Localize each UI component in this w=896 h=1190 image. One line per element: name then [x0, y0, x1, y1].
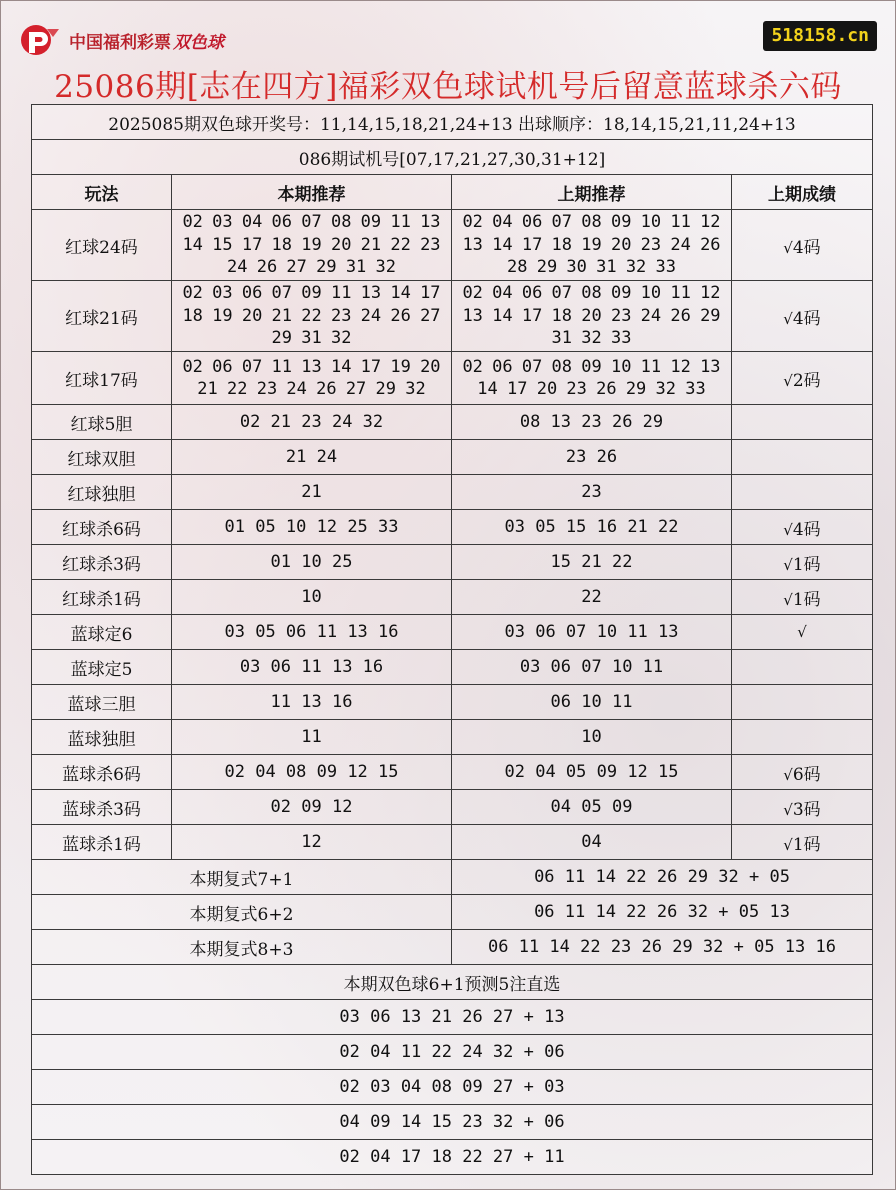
number-line: 29 31 32 [271, 328, 352, 349]
number-line: 24 26 27 29 31 32 [227, 257, 396, 278]
table-row [32, 720, 873, 755]
fushi-row [32, 860, 873, 895]
result-cell [732, 825, 873, 860]
result-cell [732, 755, 873, 790]
table-row [32, 352, 873, 405]
number-line: 02 04 06 07 08 09 10 11 12 [462, 212, 721, 233]
pick-row [32, 1070, 873, 1105]
result-text: 2码 [792, 370, 821, 391]
draw-info: 2025085期双色球开奖号：11,14,15,18,21,24+13 出球顺序：18,14,15,21,11,24+13 [32, 105, 873, 140]
result-text: 1码 [792, 834, 821, 855]
previous-numbers: 04 05 09 [452, 790, 732, 825]
test-number-info: 086期试机号[07,17,21,27,30,31+12] [32, 140, 873, 175]
current-numbers: 21 24 [172, 440, 452, 475]
result-cell [732, 615, 873, 650]
result-cell [732, 720, 873, 755]
method-label: 红球双胆 [32, 440, 172, 475]
picks-title-row [32, 965, 873, 1000]
method-label: 红球独胆 [32, 475, 172, 510]
result-text: 6码 [792, 764, 821, 785]
current-numbers: 02 04 08 09 12 15 [172, 755, 452, 790]
current-numbers: 21 [172, 475, 452, 510]
pick-numbers: 02 04 17 18 22 27 + 11 [32, 1140, 873, 1175]
table-row [32, 281, 873, 352]
number-line: 02 06 07 11 13 14 17 19 20 [182, 356, 441, 377]
prediction-table [31, 104, 873, 1175]
table-row [32, 790, 873, 825]
previous-numbers: 08 13 23 26 29 [452, 405, 732, 440]
number-line: 13 14 17 18 20 23 24 26 29 [462, 305, 721, 326]
pick-row [32, 1000, 873, 1035]
column-header-result: 上期成绩 [732, 175, 873, 210]
method-label: 蓝球定6 [32, 615, 172, 650]
site-badge: 518158.cn [763, 21, 877, 51]
previous-numbers: 03 06 07 10 11 13 [452, 615, 732, 650]
current-numbers: 01 10 25 [172, 545, 452, 580]
previous-numbers: 10 [452, 720, 732, 755]
number-line: 31 32 33 [551, 328, 632, 349]
page-title: 25086期[志在四方]福彩双色球试机号后留意蓝球杀六码 [54, 69, 842, 105]
picks-title: 本期双色球6+1预测5注直选 [32, 965, 873, 1000]
result-cell [732, 545, 873, 580]
pick-numbers: 04 09 14 15 23 32 + 06 [32, 1105, 873, 1140]
result-cell [732, 440, 873, 475]
number-line: 02 04 06 07 08 09 10 11 12 [462, 283, 721, 304]
column-header-method: 玩法 [32, 175, 172, 210]
previous-numbers [452, 281, 732, 352]
logo-text: 中国福利彩票 双色球 [69, 32, 224, 53]
result-cell [732, 352, 873, 405]
current-numbers: 03 06 11 13 16 [172, 650, 452, 685]
check-icon: √ [783, 309, 793, 328]
check-icon: √ [797, 623, 807, 641]
number-line: 14 17 20 23 26 29 32 33 [477, 379, 706, 399]
table-row [32, 545, 873, 580]
check-icon: √ [783, 555, 793, 574]
column-header-current: 本期推荐 [172, 175, 452, 210]
number-line: 13 14 17 18 19 20 23 24 26 [462, 234, 721, 255]
number-line: 02 03 06 07 09 11 13 14 17 [182, 283, 441, 304]
table-row [32, 580, 873, 615]
result-text: 1码 [792, 554, 821, 575]
current-numbers: 11 [172, 720, 452, 755]
check-icon: √ [783, 765, 793, 784]
check-icon: √ [783, 371, 793, 390]
table-row [32, 210, 873, 281]
previous-numbers: 03 05 15 16 21 22 [452, 510, 732, 545]
draw-info-row [32, 105, 873, 140]
method-label: 红球24码 [32, 210, 172, 281]
result-text: 4码 [792, 308, 821, 329]
fushi-label: 本期复式7+1 [32, 860, 452, 895]
method-label: 红球21码 [32, 281, 172, 352]
check-icon: √ [783, 238, 793, 257]
result-cell [732, 210, 873, 281]
result-text: 4码 [792, 519, 821, 540]
method-label: 蓝球三胆 [32, 685, 172, 720]
fushi-label: 本期复式6+2 [32, 895, 452, 930]
previous-numbers: 22 [452, 580, 732, 615]
test-number-row [32, 140, 873, 175]
prediction-table-body [32, 105, 873, 1175]
number-line: 14 15 17 18 19 20 21 22 23 [182, 234, 441, 255]
previous-numbers: 02 04 05 09 12 15 [452, 755, 732, 790]
fushi-row [32, 930, 873, 965]
previous-numbers: 06 10 11 [452, 685, 732, 720]
pick-numbers: 02 04 11 22 24 32 + 06 [32, 1035, 873, 1070]
pick-row [32, 1140, 873, 1175]
current-numbers: 12 [172, 825, 452, 860]
method-label: 红球杀1码 [32, 580, 172, 615]
current-numbers [172, 281, 452, 352]
table-row [32, 650, 873, 685]
previous-numbers: 15 21 22 [452, 545, 732, 580]
column-header-previous: 上期推荐 [452, 175, 732, 210]
fushi-numbers: 06 11 14 22 26 32 + 05 13 [452, 895, 873, 930]
lottery-logo-icon [19, 23, 63, 57]
result-text: 4码 [792, 237, 821, 258]
pick-numbers: 02 03 04 08 09 27 + 03 [32, 1070, 873, 1105]
table-row [32, 755, 873, 790]
current-numbers: 03 05 06 11 13 16 [172, 615, 452, 650]
method-label: 蓝球杀6码 [32, 755, 172, 790]
result-cell [732, 685, 873, 720]
header-row [32, 175, 873, 210]
current-numbers: 11 13 16 [172, 685, 452, 720]
previous-numbers: 04 [452, 825, 732, 860]
check-icon: √ [783, 835, 793, 854]
previous-numbers: 23 [452, 475, 732, 510]
number-line: 21 22 23 24 26 27 29 32 [197, 379, 426, 399]
method-label: 蓝球定5 [32, 650, 172, 685]
logo [19, 23, 224, 57]
table-row [32, 510, 873, 545]
result-cell [732, 790, 873, 825]
result-cell [732, 405, 873, 440]
table-row [32, 685, 873, 720]
table-row [32, 405, 873, 440]
fushi-numbers: 06 11 14 22 26 29 32 + 05 [452, 860, 873, 895]
method-label: 蓝球杀3码 [32, 790, 172, 825]
result-text: 3码 [792, 799, 821, 820]
pick-numbers: 03 06 13 21 26 27 + 13 [32, 1000, 873, 1035]
method-label: 红球杀3码 [32, 545, 172, 580]
pick-row [32, 1105, 873, 1140]
result-cell [732, 510, 873, 545]
header [1, 1, 895, 109]
current-numbers: 02 21 23 24 32 [172, 405, 452, 440]
number-line: 02 06 07 08 09 10 11 12 13 [462, 356, 721, 377]
method-label: 蓝球独胆 [32, 720, 172, 755]
result-cell [732, 580, 873, 615]
fushi-label: 本期复式8+3 [32, 930, 452, 965]
table-row [32, 440, 873, 475]
previous-numbers [452, 210, 732, 281]
pick-row [32, 1035, 873, 1070]
current-numbers [172, 210, 452, 281]
table-row [32, 615, 873, 650]
current-numbers: 10 [172, 580, 452, 615]
method-label: 红球杀6码 [32, 510, 172, 545]
number-line: 18 19 20 21 22 23 24 26 27 [182, 305, 441, 326]
number-line: 02 03 04 06 07 08 09 11 13 [182, 212, 441, 233]
number-line: 28 29 30 31 32 33 [507, 257, 676, 278]
fushi-numbers: 06 11 14 22 23 26 29 32 + 05 13 16 [452, 930, 873, 965]
previous-numbers: 23 26 [452, 440, 732, 475]
check-icon: √ [783, 590, 793, 609]
check-icon: √ [783, 800, 793, 819]
previous-numbers [452, 352, 732, 405]
previous-numbers: 03 06 07 10 11 [452, 650, 732, 685]
check-icon: √ [783, 520, 793, 539]
table-row [32, 825, 873, 860]
current-numbers: 02 09 12 [172, 790, 452, 825]
current-numbers [172, 352, 452, 405]
table-row [32, 475, 873, 510]
result-text: 1码 [792, 589, 821, 610]
result-cell [732, 281, 873, 352]
method-label: 红球5胆 [32, 405, 172, 440]
method-label: 红球17码 [32, 352, 172, 405]
result-cell [732, 475, 873, 510]
fushi-row [32, 895, 873, 930]
logo-ssq-text: 双色球 [173, 32, 224, 53]
current-numbers: 01 05 10 12 25 33 [172, 510, 452, 545]
method-label: 蓝球杀1码 [32, 825, 172, 860]
result-cell [732, 650, 873, 685]
